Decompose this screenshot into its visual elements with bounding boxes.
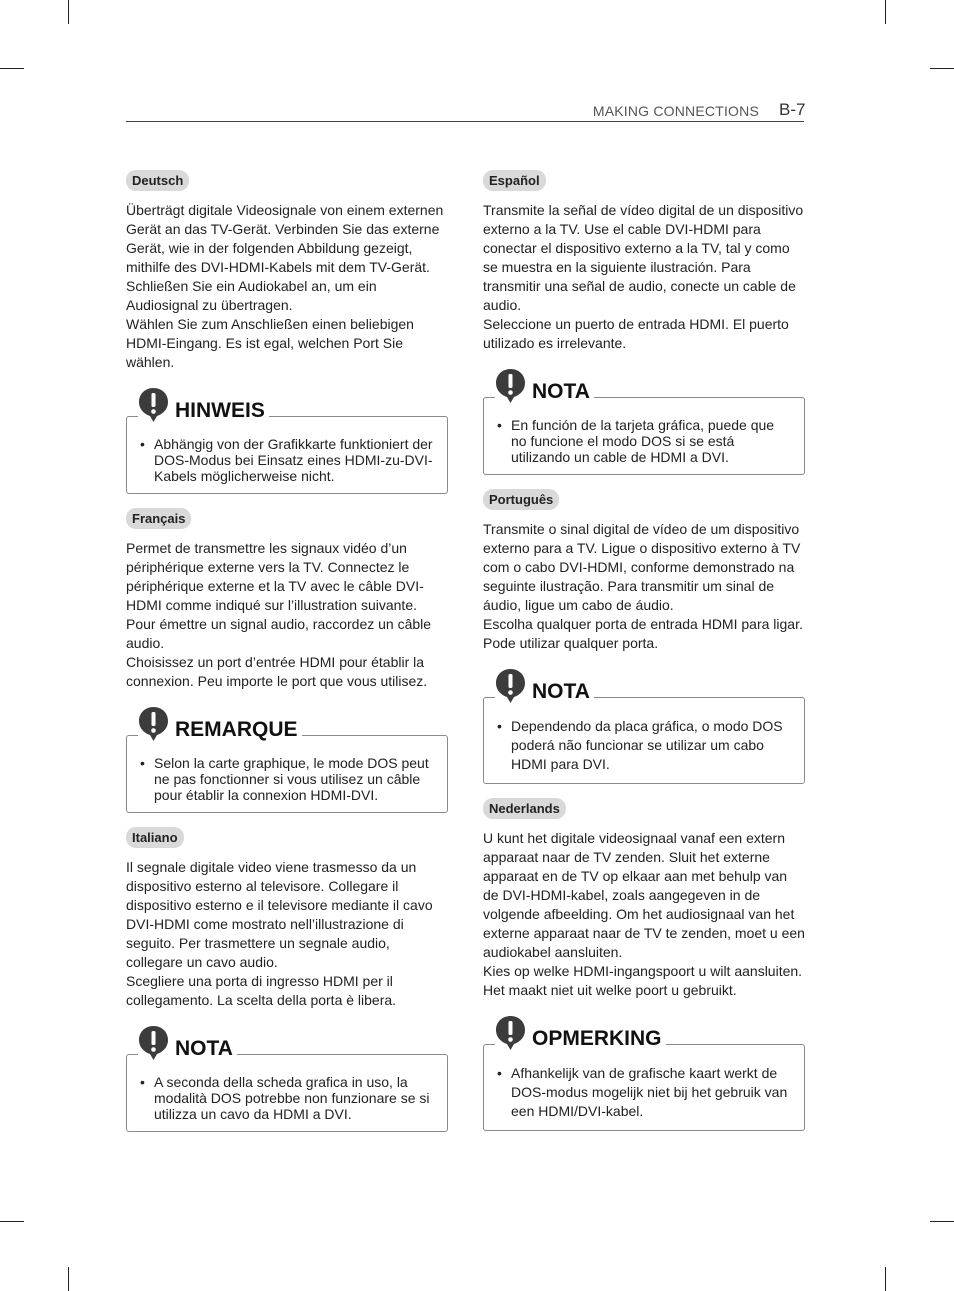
left-column <box>126 170 448 1146</box>
section-body: Permet de transmettre les signaux vidéo d’un périphérique externe vers la TV. Connectez le périphérique externe et la TV avec le câble DVI-HDMI comme indiqué sur l’illustration suivante. Pour émettre un signal audio, raccordez un câble audio. <box>126 540 432 651</box>
bullet-icon: • <box>140 436 145 452</box>
exclamation-icon <box>495 668 526 704</box>
note-content <box>483 397 805 475</box>
note-header <box>138 1021 237 1061</box>
section-body-2: Choisissez un port d’entrée HDMI pour établir la connexion. Peu importe le port que vous utilisez. <box>126 654 428 689</box>
note-content <box>483 697 805 784</box>
note-text: Abhängig von der Grafikkarte funktioniert der DOS-Modus bei Einsatz eines HDMI-zu-DVI-Kabels möglicherweise nicht. <box>154 436 433 484</box>
note-box <box>483 680 805 784</box>
crop-mark <box>0 1221 24 1222</box>
note-box <box>483 380 805 475</box>
section-nederlands <box>483 798 805 1131</box>
note-text: Dependendo da placa gráfica, o modo DOS poderá não funcionar se utilizar um cabo HDMI para DVI. <box>511 718 783 772</box>
note-item <box>140 1074 435 1122</box>
note-header <box>495 1011 666 1051</box>
note-title: HINWEIS <box>175 399 265 422</box>
page-number: B-7 <box>779 100 806 119</box>
note-header <box>138 702 302 742</box>
note-item <box>140 436 435 484</box>
section-italiano <box>126 827 448 1132</box>
note-content <box>126 416 448 494</box>
section-body: Transmite la señal de vídeo digital de un dispositivo externo a la TV. Use el cable DVI-HDMI para conectar el dispositivo externo a la TV, tal y como se muestra en la siguiente ilustración. Para transmitir una señal de audio, conecte un cable de audio. <box>483 202 804 313</box>
section-body: Überträgt digitale Videosignale von einem externen Gerät an das TV-Gerät. Verbinden Sie das externe Gerät, wie in der folgenden Abbildung gezeigt, mithilfe des DVI-HDMI-Kabels mit dem TV-Gerät. Schließen Sie ein Audiokabel an, um ein Audiosignal zu übertragen. <box>126 202 444 313</box>
exclamation-icon <box>495 368 526 404</box>
language-badge: Español <box>483 170 546 191</box>
crop-mark <box>930 1221 954 1222</box>
language-badge: Português <box>483 489 559 510</box>
exclamation-icon <box>138 706 169 742</box>
header-section-title: MAKING CONNECTIONS <box>592 103 759 119</box>
bullet-icon: • <box>140 1074 145 1090</box>
bullet-icon: • <box>497 718 502 734</box>
exclamation-icon <box>138 387 169 423</box>
section-portugues <box>483 489 805 784</box>
note-item <box>497 1064 792 1121</box>
note-title: REMARQUE <box>175 718 298 741</box>
note-title: NOTA <box>532 380 590 403</box>
note-text: A seconda della scheda grafica in uso, la modalità DOS potrebbe non funzionare se si utilizza un cavo da HDMI a DVI. <box>154 1074 430 1122</box>
bullet-icon: • <box>497 417 502 433</box>
exclamation-icon <box>138 1025 169 1061</box>
language-badge: Deutsch <box>126 170 189 191</box>
note-content <box>126 1054 448 1132</box>
note-box <box>126 1037 448 1132</box>
note-header <box>138 383 269 423</box>
note-item <box>140 755 435 803</box>
note-content <box>483 1044 805 1131</box>
note-text: Selon la carte graphique, le mode DOS peut ne pas fonctionner si vous utilisez un câble pour établir la connexion HDMI-DVI. <box>154 755 429 803</box>
exclamation-icon <box>495 1015 526 1051</box>
section-deutsch <box>126 170 448 494</box>
section-body: Il segnale digitale video viene trasmesso da un dispositivo esterno al televisore. Collegare il dispositivo esterno e il televisore mediante il cavo DVI-HDMI come mostrato nell’illustrazione di seguito. Per trasmettere un segnale audio, collegare un cavo audio. <box>126 859 433 970</box>
section-body-2: Wählen Sie zum Anschließen einen beliebigen HDMI-Eingang. Es ist egal, welchen Port Sie wählen. <box>126 316 414 370</box>
crop-mark <box>68 1267 69 1291</box>
section-body-2: Seleccione un puerto de entrada HDMI. El puerto utilizado es irrelevante. <box>483 316 789 351</box>
note-box <box>126 399 448 494</box>
header-divider <box>126 121 804 122</box>
language-badge: Français <box>126 508 191 529</box>
section-body-2: Scegliere una porta di ingresso HDMI per il collegamento. La scelta della porta è libera. <box>126 973 397 1008</box>
note-item <box>497 417 792 465</box>
note-title: OPMERKING <box>532 1027 662 1050</box>
note-box <box>483 1027 805 1131</box>
section-body-2: Escolha qualquer porta de entrada HDMI para ligar. Pode utilizar qualquer porta. <box>483 616 803 651</box>
note-header <box>495 364 594 404</box>
crop-mark <box>885 1267 886 1291</box>
note-title: NOTA <box>175 1037 233 1060</box>
note-title: NOTA <box>532 680 590 703</box>
section-body: U kunt het digitale videosignaal vanaf een extern apparaat naar de TV zenden. Sluit het externe apparaat en de TV op elkaar aan met behulp van de DVI-HDMI-kabel, zoals aangegeven in de volgende afbeelding. Om het audiosignaal van het externe apparaat naar de TV te zenden, moet u een audiokabel aansluiten. <box>483 830 805 960</box>
section-francais <box>126 508 448 813</box>
crop-mark <box>930 68 954 69</box>
note-content <box>126 735 448 813</box>
section-body: Transmite o sinal digital de vídeo de um dispositivo externo para a TV. Ligue o dispositivo externo à TV com o cabo DVI-HDMI, conforme demonstrado na seguinte ilustração. Para transmitir um sinal de áudio, ligue um cabo de áudio. <box>483 521 801 613</box>
language-badge: Italiano <box>126 827 184 848</box>
note-box <box>126 718 448 813</box>
crop-mark <box>0 68 24 69</box>
note-header <box>495 664 594 704</box>
right-column <box>483 170 805 1145</box>
note-text: Afhankelijk van de grafische kaart werkt de DOS-modus mogelijk niet bij het gebruik van een HDMI/DVI-kabel. <box>511 1065 788 1119</box>
bullet-icon: • <box>497 1065 502 1081</box>
crop-mark <box>885 0 886 24</box>
note-text: En función de la tarjeta gráfica, puede que no funcione el modo DOS si se está utilizando un cable de HDMI a DVI. <box>511 417 775 465</box>
section-body-2: Kies op welke HDMI-ingangspoort u wilt aansluiten. Het maakt niet uit welke poort u gebruikt. <box>483 963 803 998</box>
language-badge: Nederlands <box>483 798 566 819</box>
section-espanol <box>483 170 805 475</box>
note-item <box>497 717 792 774</box>
bullet-icon: • <box>140 755 145 771</box>
crop-mark <box>68 0 69 24</box>
